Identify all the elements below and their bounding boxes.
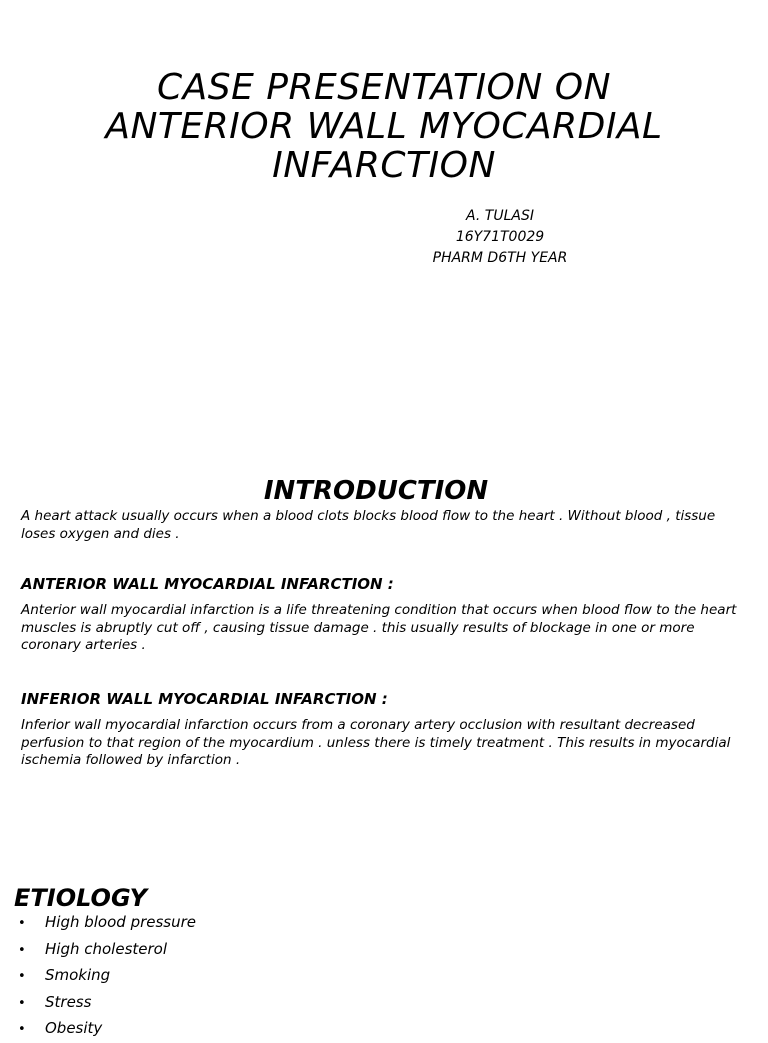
list-item xyxy=(18,937,196,964)
list-item xyxy=(18,1016,196,1043)
list-item-label: Stress xyxy=(45,992,92,1011)
list-item-label: Smoking xyxy=(45,966,111,984)
introduction-heading: INTRODUCTION xyxy=(263,476,489,506)
list-item-label: High cholesterol xyxy=(45,939,168,958)
bullet-icon: • xyxy=(18,916,26,931)
list-item-label: Obesity xyxy=(45,1019,103,1037)
presentation-title xyxy=(0,68,768,185)
inferior-paragraph: Inferior wall myocardial infarction occurs from a coronary artery occlusion with resultant decreased perfusion to that region of the myocardium . unless there is timely treatment . This results in myocardial ischemia followed by infarction . xyxy=(21,717,731,768)
author-name: A. TULASI xyxy=(466,208,534,224)
list-item xyxy=(18,963,196,990)
bullet-icon: • xyxy=(18,995,26,1011)
bullet-icon: • xyxy=(18,1022,26,1037)
list-item xyxy=(18,910,196,937)
bullet-icon: • xyxy=(18,942,26,958)
anterior-paragraph: Anterior wall myocardial infarction is a life threatening condition that occurs when blood flow to the heart muscles is abruptly cut off , causing tissue damage . this usually results of blockage in one or more coronary arteries . xyxy=(21,602,737,653)
introduction-slide xyxy=(0,440,768,860)
author-course: PHARM D6TH YEAR xyxy=(432,250,568,266)
title-line: CASE PRESENTATION ON xyxy=(156,67,612,108)
anterior-heading: ANTERIOR WALL MYOCARDIAL INFARCTION : xyxy=(21,575,394,593)
title-slide xyxy=(0,0,768,440)
intro-paragraph: A heart attack usually occurs when a blood clots blocks blood flow to the heart . Without blood , tissue loses oxygen and dies . xyxy=(21,508,716,542)
title-line: INFARCTION xyxy=(272,145,496,186)
bullet-icon: • xyxy=(18,969,26,984)
etiology-list xyxy=(18,910,196,1043)
etiology-heading: ETIOLOGY xyxy=(14,884,148,912)
title-line: ANTERIOR WALL MYOCARDIAL xyxy=(105,106,663,147)
inferior-heading: INFERIOR WALL MYOCARDIAL INFARCTION : xyxy=(21,690,388,708)
author-id: 16Y71T0029 xyxy=(455,229,545,245)
etiology-slide xyxy=(0,860,768,1037)
list-item-label: High blood pressure xyxy=(45,913,197,931)
list-item xyxy=(18,990,196,1017)
author-block xyxy=(400,206,600,269)
